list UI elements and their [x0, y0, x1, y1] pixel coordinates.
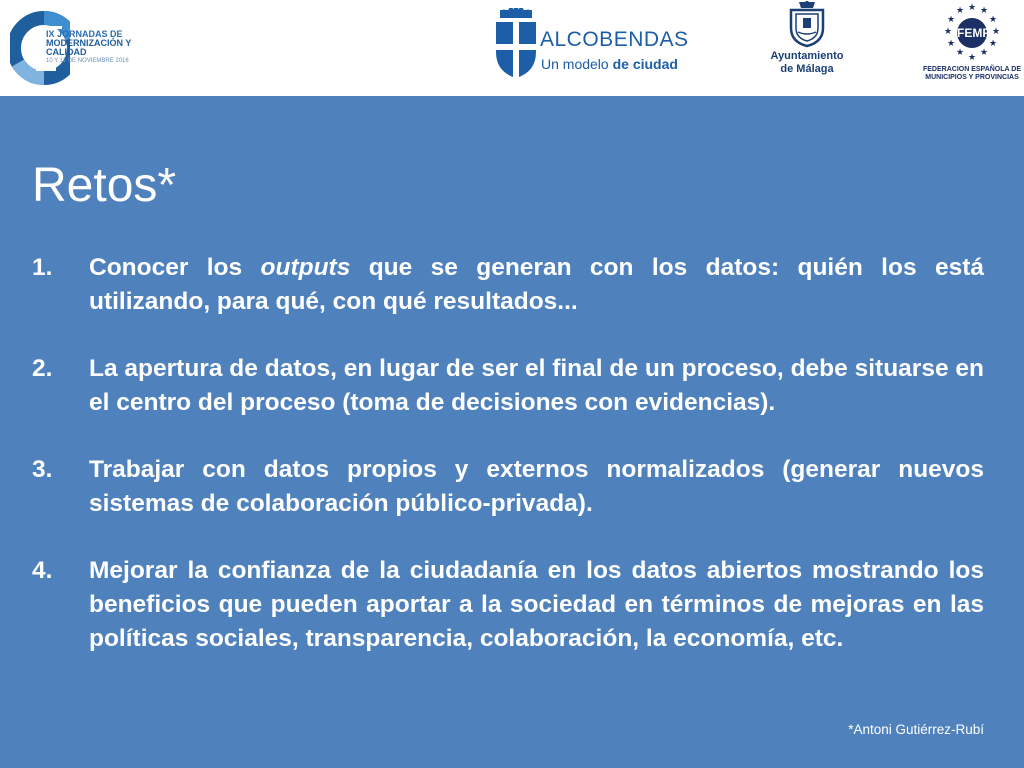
svg-text:★: ★	[967, 52, 977, 62]
svg-text:★: ★	[979, 47, 989, 57]
jornadas-logo	[10, 6, 160, 90]
item-text: La apertura de datos, en lugar de ser el final de un proceso, debe situarse en el centro del proceso (toma de decisiones con evidencias).	[89, 355, 984, 416]
item-number: 2.	[32, 355, 53, 382]
svg-text:★: ★	[955, 5, 965, 15]
item-text-after: que se generan con los datos: quién los está utilizando, para qué, con qué resultados...	[89, 254, 984, 315]
svg-text:★: ★	[955, 47, 965, 57]
svg-text:★: ★	[967, 2, 977, 12]
item-number: 4.	[32, 557, 53, 584]
item-text-before: Conocer los	[89, 254, 261, 281]
alcobendas-name: ALCOBENDAS	[540, 28, 689, 51]
femp-caption	[920, 66, 1024, 82]
femp-line2: MUNICIPIOS Y PROVINCIAS	[925, 74, 1019, 81]
svg-text:★: ★	[979, 5, 989, 15]
challenge-list	[32, 251, 984, 689]
femp-acronym: FEMP	[957, 26, 991, 40]
list-item	[32, 352, 984, 420]
alcobendas-tagline	[541, 56, 678, 72]
alcobendas-tagline-b: de ciudad	[612, 56, 678, 72]
list-item	[32, 453, 984, 521]
slide-title: Retos*	[32, 159, 177, 212]
item-text: Trabajar con datos propios y externos normalizados (generar nuevos sistemas de colaboración público-privada).	[89, 456, 984, 517]
jornadas-line2: MODERNIZACIÓN Y CALIDAD	[46, 38, 132, 57]
jornadas-line1: IX JORNADAS DE	[46, 29, 123, 39]
jornadas-text	[46, 30, 160, 66]
alcobendas-tagline-a: Un modelo	[541, 56, 613, 72]
svg-text:★: ★	[991, 26, 1001, 36]
content-panel	[0, 96, 1024, 768]
malaga-logo	[762, 0, 852, 84]
svg-text:★: ★	[943, 26, 953, 36]
item-number: 3.	[32, 456, 53, 483]
author-credit: *Antoni Gutiérrez-Rubí	[848, 722, 984, 737]
svg-text:★: ★	[946, 14, 956, 24]
header-logo-bar	[0, 0, 1024, 96]
item-text: Mejorar la confianza de la ciudadanía en los datos abiertos mostrando los beneficios que pueden aportar a la sociedad en términos de mejoras en las políticas sociales, transparencia, colaboración, la economía, etc.	[89, 557, 984, 652]
list-item	[32, 251, 984, 319]
malaga-text	[762, 50, 852, 76]
list-item	[32, 554, 984, 656]
alcobendas-logo	[494, 8, 689, 80]
item-number: 1.	[32, 254, 53, 281]
alcobendas-shield-icon	[494, 8, 538, 80]
svg-text:★: ★	[946, 38, 956, 48]
svg-text:★: ★	[988, 14, 998, 24]
item-emphasis: outputs	[260, 254, 351, 281]
malaga-crest-icon	[787, 0, 827, 48]
jornadas-line3: 10 Y 11 DE NOVIEMBRE 2016	[46, 58, 129, 64]
svg-text:★: ★	[988, 38, 998, 48]
malaga-line2: de Málaga	[780, 63, 834, 75]
femp-logo	[920, 2, 1024, 86]
malaga-line1: Ayuntamiento	[770, 50, 844, 62]
femp-line1: FEDERACION ESPAÑOLA DE	[922, 66, 1021, 73]
